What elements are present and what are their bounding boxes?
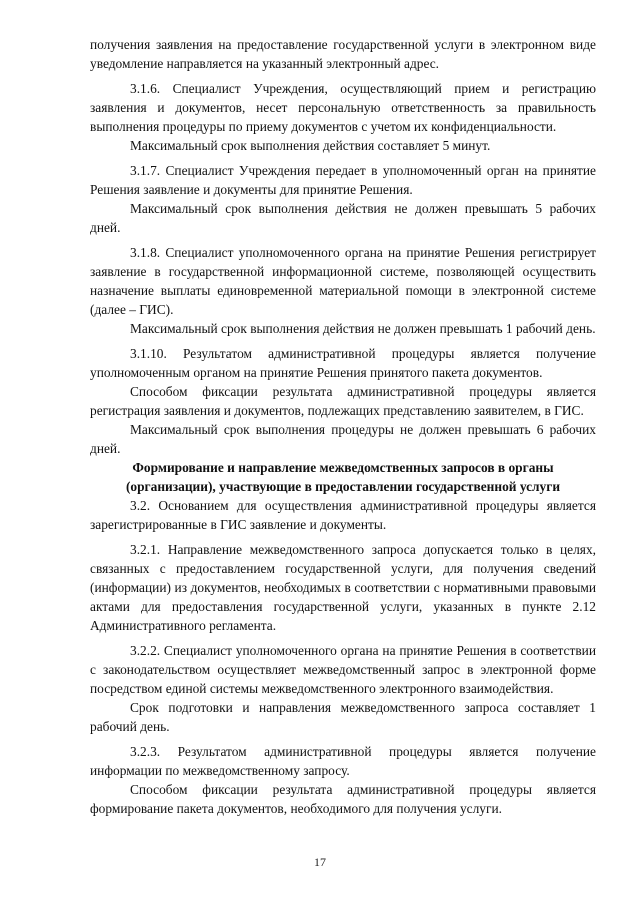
section-heading: Формирование и направление межведомственных запросов в органы (организации), участвующие в предоставлении государственной услуги — [125, 460, 561, 494]
document-body — [90, 35, 596, 818]
page-number: 17 — [314, 855, 326, 869]
paragraphs-after-heading — [90, 496, 596, 818]
paragraph: 3.2. Основанием для осуществления административной процедуры является зарегистрированные в ГИС заявление и документы. — [90, 498, 596, 532]
paragraph: Максимальный срок выполнения действия не должен превышать 1 рабочий день. — [130, 321, 596, 336]
paragraph: 3.1.10. Результатом административной процедуры является получение уполномоченным органом на принятие Решения принятого пакета документов. — [90, 346, 596, 380]
paragraph: Способом фиксации результата административной процедуры является регистрация заявления и документов, подлежащих представлению заявителем, в ГИС. — [90, 384, 596, 418]
paragraph: Максимальный срок выполнения действия не должен превышать 5 рабочих дней. — [90, 201, 596, 235]
paragraph: 3.2.2. Специалист уполномоченного органа на принятие Решения в соответствии с законодательством осуществляет межведомственный запрос в электронной форме посредством единой системы межведомственного электронного взаимодействия. — [90, 643, 596, 696]
paragraphs-before-heading — [90, 35, 596, 458]
paragraph: Максимальный срок выполнения действия составляет 5 минут. — [130, 138, 491, 153]
paragraph: 3.1.6. Специалист Учреждения, осуществляющий прием и регистрацию заявления и документов, несет персональную ответственность за правильность выполнения процедуры по приему документов с учетом их конфиденциальности. — [90, 81, 596, 134]
paragraph: Способом фиксации результата административной процедуры является формирование пакета документов, необходимого для получения услуги. — [90, 782, 596, 816]
paragraph: 3.1.8. Специалист уполномоченного органа на принятие Решения регистрирует заявление в государственной информационной системе, позволяющей осуществить назначение выплаты единовременной материальной помощи в электронной системе (далее – ГИС). — [90, 245, 596, 317]
paragraph: 3.2.1. Направление межведомственного запроса допускается только в целях, связанных с предоставлением государственной услуги, для получения сведений (информации) из документов, необходимых в соответствии с нормативными правовыми актами для предоставления государственной услуги, указанных в пункте 2.12 Административного регламента. — [90, 542, 596, 633]
paragraph: 3.1.7. Специалист Учреждения передает в уполномоченный орган на принятие Решения заявление и документы для принятие Решения. — [90, 163, 596, 197]
paragraph: Максимальный срок выполнения процедуры не должен превышать 6 рабочих дней. — [90, 422, 596, 456]
paragraph: 3.2.3. Результатом административной процедуры является получение информации по межведомственному запросу. — [90, 744, 596, 778]
paragraph: получения заявления на предоставление государственной услуги в электронном виде уведомление направляется на указанный электронный адрес. — [90, 37, 596, 71]
paragraph: Срок подготовки и направления межведомственного запроса составляет 1 рабочий день. — [90, 700, 596, 734]
